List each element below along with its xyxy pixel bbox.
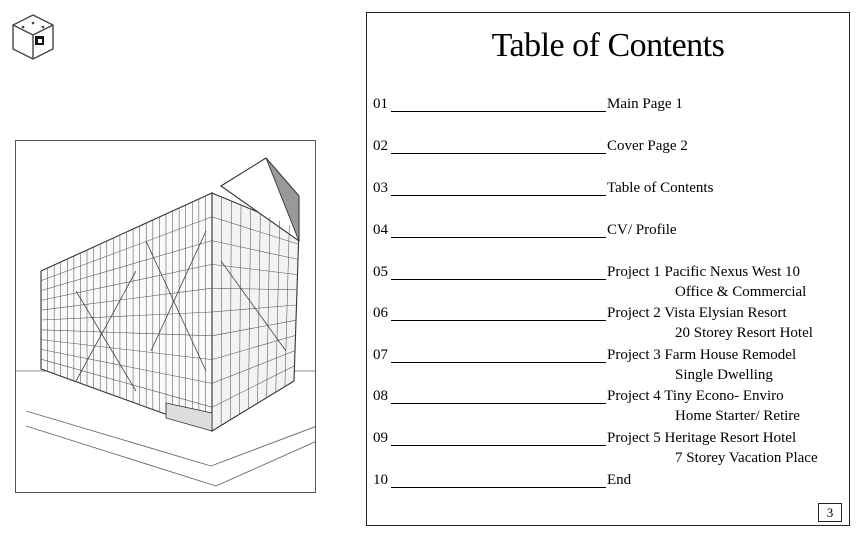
toc-entry-number: 04 xyxy=(373,222,388,238)
toc-entry-label: Project 4 Tiny Econo- Enviro xyxy=(607,388,784,404)
toc-entry xyxy=(373,346,843,388)
toc-leader-line xyxy=(391,403,606,404)
toc-entry-number: 05 xyxy=(373,264,388,280)
toc-entry-number: 10 xyxy=(373,472,388,488)
toc-entry xyxy=(373,429,843,471)
toc-entry-number: 07 xyxy=(373,347,388,363)
page-number-badge: 3 xyxy=(818,503,842,522)
building-illustration xyxy=(15,140,316,493)
toc-entry xyxy=(373,471,843,513)
toc-entry xyxy=(373,137,843,179)
toc-leader-line xyxy=(391,320,606,321)
page-title: Table of Contents xyxy=(491,27,725,64)
toc-leader-line xyxy=(391,153,606,154)
toc-leader-line xyxy=(391,487,606,488)
toc-leader-line xyxy=(391,195,606,196)
toc-entry-label: Project 3 Farm House Remodel xyxy=(607,347,797,363)
toc-entry-number: 08 xyxy=(373,388,388,404)
toc-entry-label: Cover Page 2 xyxy=(607,138,688,154)
toc-entry-number: 02 xyxy=(373,138,388,154)
toc-entry-subtitle: Home Starter/ Retire xyxy=(675,408,800,424)
toc-entry xyxy=(373,221,843,263)
toc-entry xyxy=(373,95,843,137)
toc-entry-number: 03 xyxy=(373,180,388,196)
toc-entry-label: Project 5 Heritage Resort Hotel xyxy=(607,430,797,446)
toc-entry-label: End xyxy=(607,472,632,488)
toc-entry-number: 01 xyxy=(373,96,388,112)
toc-panel xyxy=(366,12,850,526)
toc-leader-line xyxy=(391,445,606,446)
cube-logo-icon xyxy=(8,12,58,62)
toc-leader-line xyxy=(391,237,606,238)
toc-entry-subtitle: Office & Commercial xyxy=(675,284,807,300)
toc-entry-label: Project 1 Pacific Nexus West 10 xyxy=(607,264,801,280)
toc-entry-subtitle: 20 Storey Resort Hotel xyxy=(675,325,813,341)
toc-entry xyxy=(373,179,843,221)
toc-entry-number: 09 xyxy=(373,430,388,446)
toc-entry-label: CV/ Profile xyxy=(607,222,677,238)
toc-leader-line xyxy=(391,279,606,280)
toc-entry-subtitle: 7 Storey Vacation Place xyxy=(675,450,818,466)
toc-entry-label: Main Page 1 xyxy=(607,96,683,112)
toc-leader-line xyxy=(391,111,606,112)
toc-entry xyxy=(373,263,843,305)
toc-entry-number: 06 xyxy=(373,305,388,321)
toc-leader-line xyxy=(391,362,606,363)
toc-entry-subtitle: Single Dwelling xyxy=(675,367,773,383)
toc-entry xyxy=(373,304,843,346)
toc-entry xyxy=(373,387,843,429)
toc-entry-label: Table of Contents xyxy=(607,180,714,196)
toc-entry-label: Project 2 Vista Elysian Resort xyxy=(607,305,787,321)
